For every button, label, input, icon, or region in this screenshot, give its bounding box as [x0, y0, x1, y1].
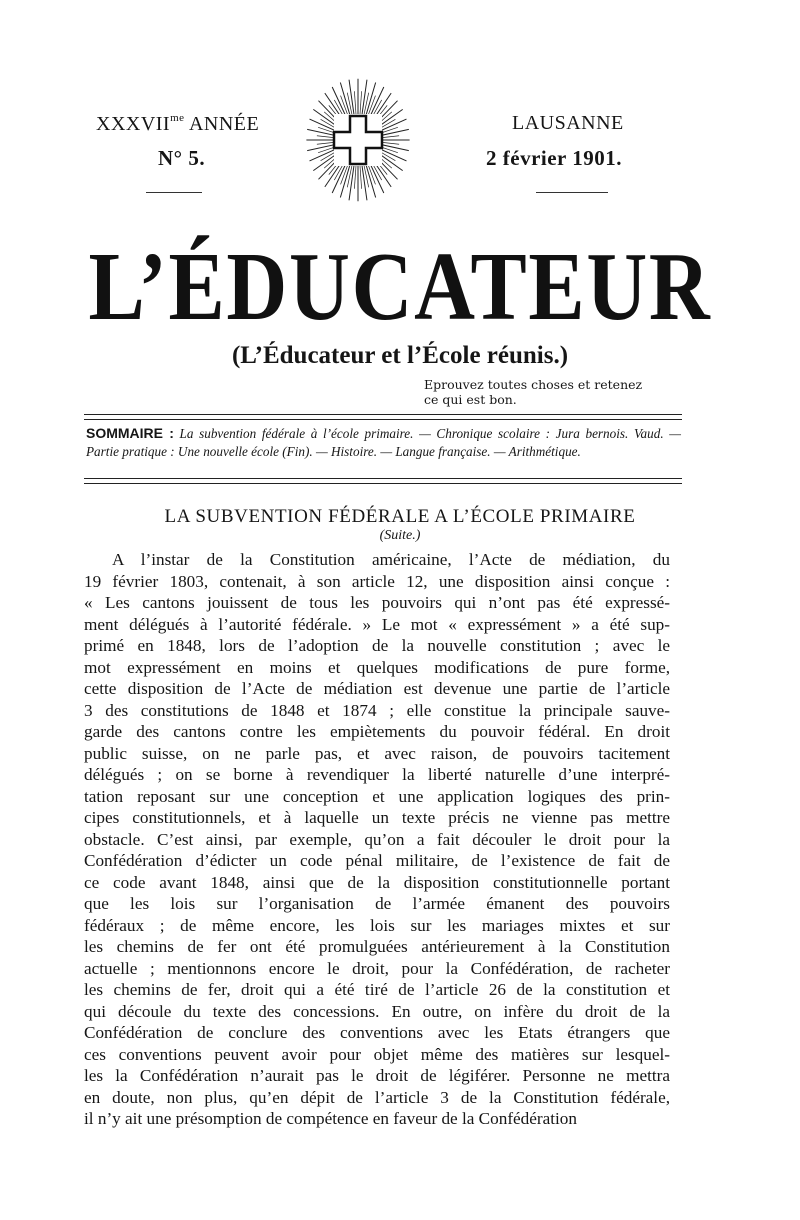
article-line: 3 des constitutions de 1848 et 1874 ; elle constitue la principale sauve-	[84, 700, 670, 720]
volume-year	[96, 112, 259, 136]
rule-right	[536, 192, 608, 193]
sommaire-label: SOMMAIRE :	[86, 425, 174, 441]
article-line: ces conventions peuvent avoir pour objet même des matières sur lesquel-	[84, 1044, 670, 1064]
article-line: mot expressément en moins et quelques modifications de pure forme,	[84, 657, 670, 677]
masthead-title: L’ÉDUCATEUR	[88, 233, 712, 341]
article-line: délégués ; on se borne à revendiquer la liberté naturelle d’une interpré-	[84, 765, 670, 784]
article-line: primé en 1848, lors de l’adoption de la nouvelle constitution ; avec le	[84, 636, 670, 655]
divider-bottom	[84, 478, 682, 484]
masthead-subtitle: (L’Éducateur et l’École réunis.)	[231, 342, 569, 369]
year-sup: me	[170, 112, 185, 124]
rule-left	[146, 192, 202, 193]
article-line: ment délégués à l’autorité fédérale. » Le mot « expressément » a été sup-	[84, 614, 670, 634]
divider-top	[84, 414, 682, 420]
motto-line-2: ce qui est bon.	[424, 392, 517, 407]
article-line: Confédération de conclure des conventions avec les Etats étrangers que	[84, 1023, 670, 1042]
place: LAUSANNE	[512, 112, 624, 134]
article-line: fédéraux ; de même encore, les lois sur les mariages mixtes et sur	[84, 915, 670, 935]
issue-number: N° 5.	[158, 146, 206, 170]
table-of-contents	[86, 425, 681, 460]
article-line: public suisse, on ne parle pas, et avec raison, de pouvoirs tacitement	[84, 743, 670, 763]
swiss-cross-sunburst-icon	[306, 78, 410, 206]
article-line: qui découle du texte des concessions. En outre, on infère du droit de la	[84, 1001, 670, 1021]
article-title: LA SUBVENTION FÉDÉRALE A L’ÉCOLE PRIMAIRE	[164, 506, 636, 527]
article-line: actuelle ; mentionnons encore le droit, pour la Confédération, de racheter	[84, 958, 670, 978]
article-body	[84, 549, 670, 1130]
article-line: cette disposition de l’Acte de médiation est devenue une partie de l’article	[84, 679, 670, 698]
article-continued: (Suite.)	[379, 528, 421, 543]
motto	[424, 377, 642, 407]
article-line: cipes constitutionnels, et à laquelle un texte précis ne vienne pas mettre	[84, 808, 670, 827]
article-line: que les lois sur l’organisation de l’armée émanent des pouvoirs	[84, 894, 670, 913]
article-line: tation reposant sur une conception et une application logiques des prin-	[84, 786, 670, 806]
article-line: en doute, non plus, qu’en dépit de l’article 3 de la Constitution fédérale,	[84, 1087, 670, 1107]
article-line: « Les cantons jouissent de tous les pouvoirs qui n’ont pas été expressé-	[84, 593, 670, 612]
article-line: 19 février 1803, contenait, à son article 12, une disposition ainsi conçue :	[84, 571, 670, 591]
article-line: obstacle. C’est ainsi, par exemple, qu’on a fait découler le droit pour la	[84, 829, 670, 849]
article-line: les la Confédération n’aurait pas le droit de légiférer. Personne ne mettra	[84, 1066, 670, 1085]
article-line: garde des cantons contre les empiètements du pouvoir fédéral. En droit	[84, 722, 670, 741]
motto-line-1: Eprouvez toutes choses et retenez	[424, 377, 643, 392]
article-line: il n’y ait une présomption de compétence en faveur de la Confédération	[84, 1109, 577, 1128]
article-line: ce code avant 1848, ainsi que de la disposition constitutionnelle portant	[84, 872, 670, 892]
article-line: les chemins de fer ont été promulguées antérieurement à la Constitution	[84, 937, 670, 956]
article-line: les chemins de fer, droit qui a été tiré de l’article 26 de la constitution et	[84, 980, 670, 999]
year-prefix: XXXVII	[96, 113, 171, 135]
sommaire-text: La subvention fédérale à l’école primaire. — Chronique scolaire : Jura bernois. Vaud. — Partie pratique : Une nouvelle école (Fin). — Histoire. — Langue française. — Arithmétique.	[86, 426, 682, 459]
year-suffix: ANNÉE	[188, 113, 260, 135]
issue-date: 2 février 1901.	[486, 146, 622, 170]
article-line: Confédération d’édicter un code pénal militaire, de l’existence de fait de	[84, 851, 670, 870]
article-line: A l’instar de la Constitution américaine, l’Acte de médiation, du	[112, 550, 670, 569]
